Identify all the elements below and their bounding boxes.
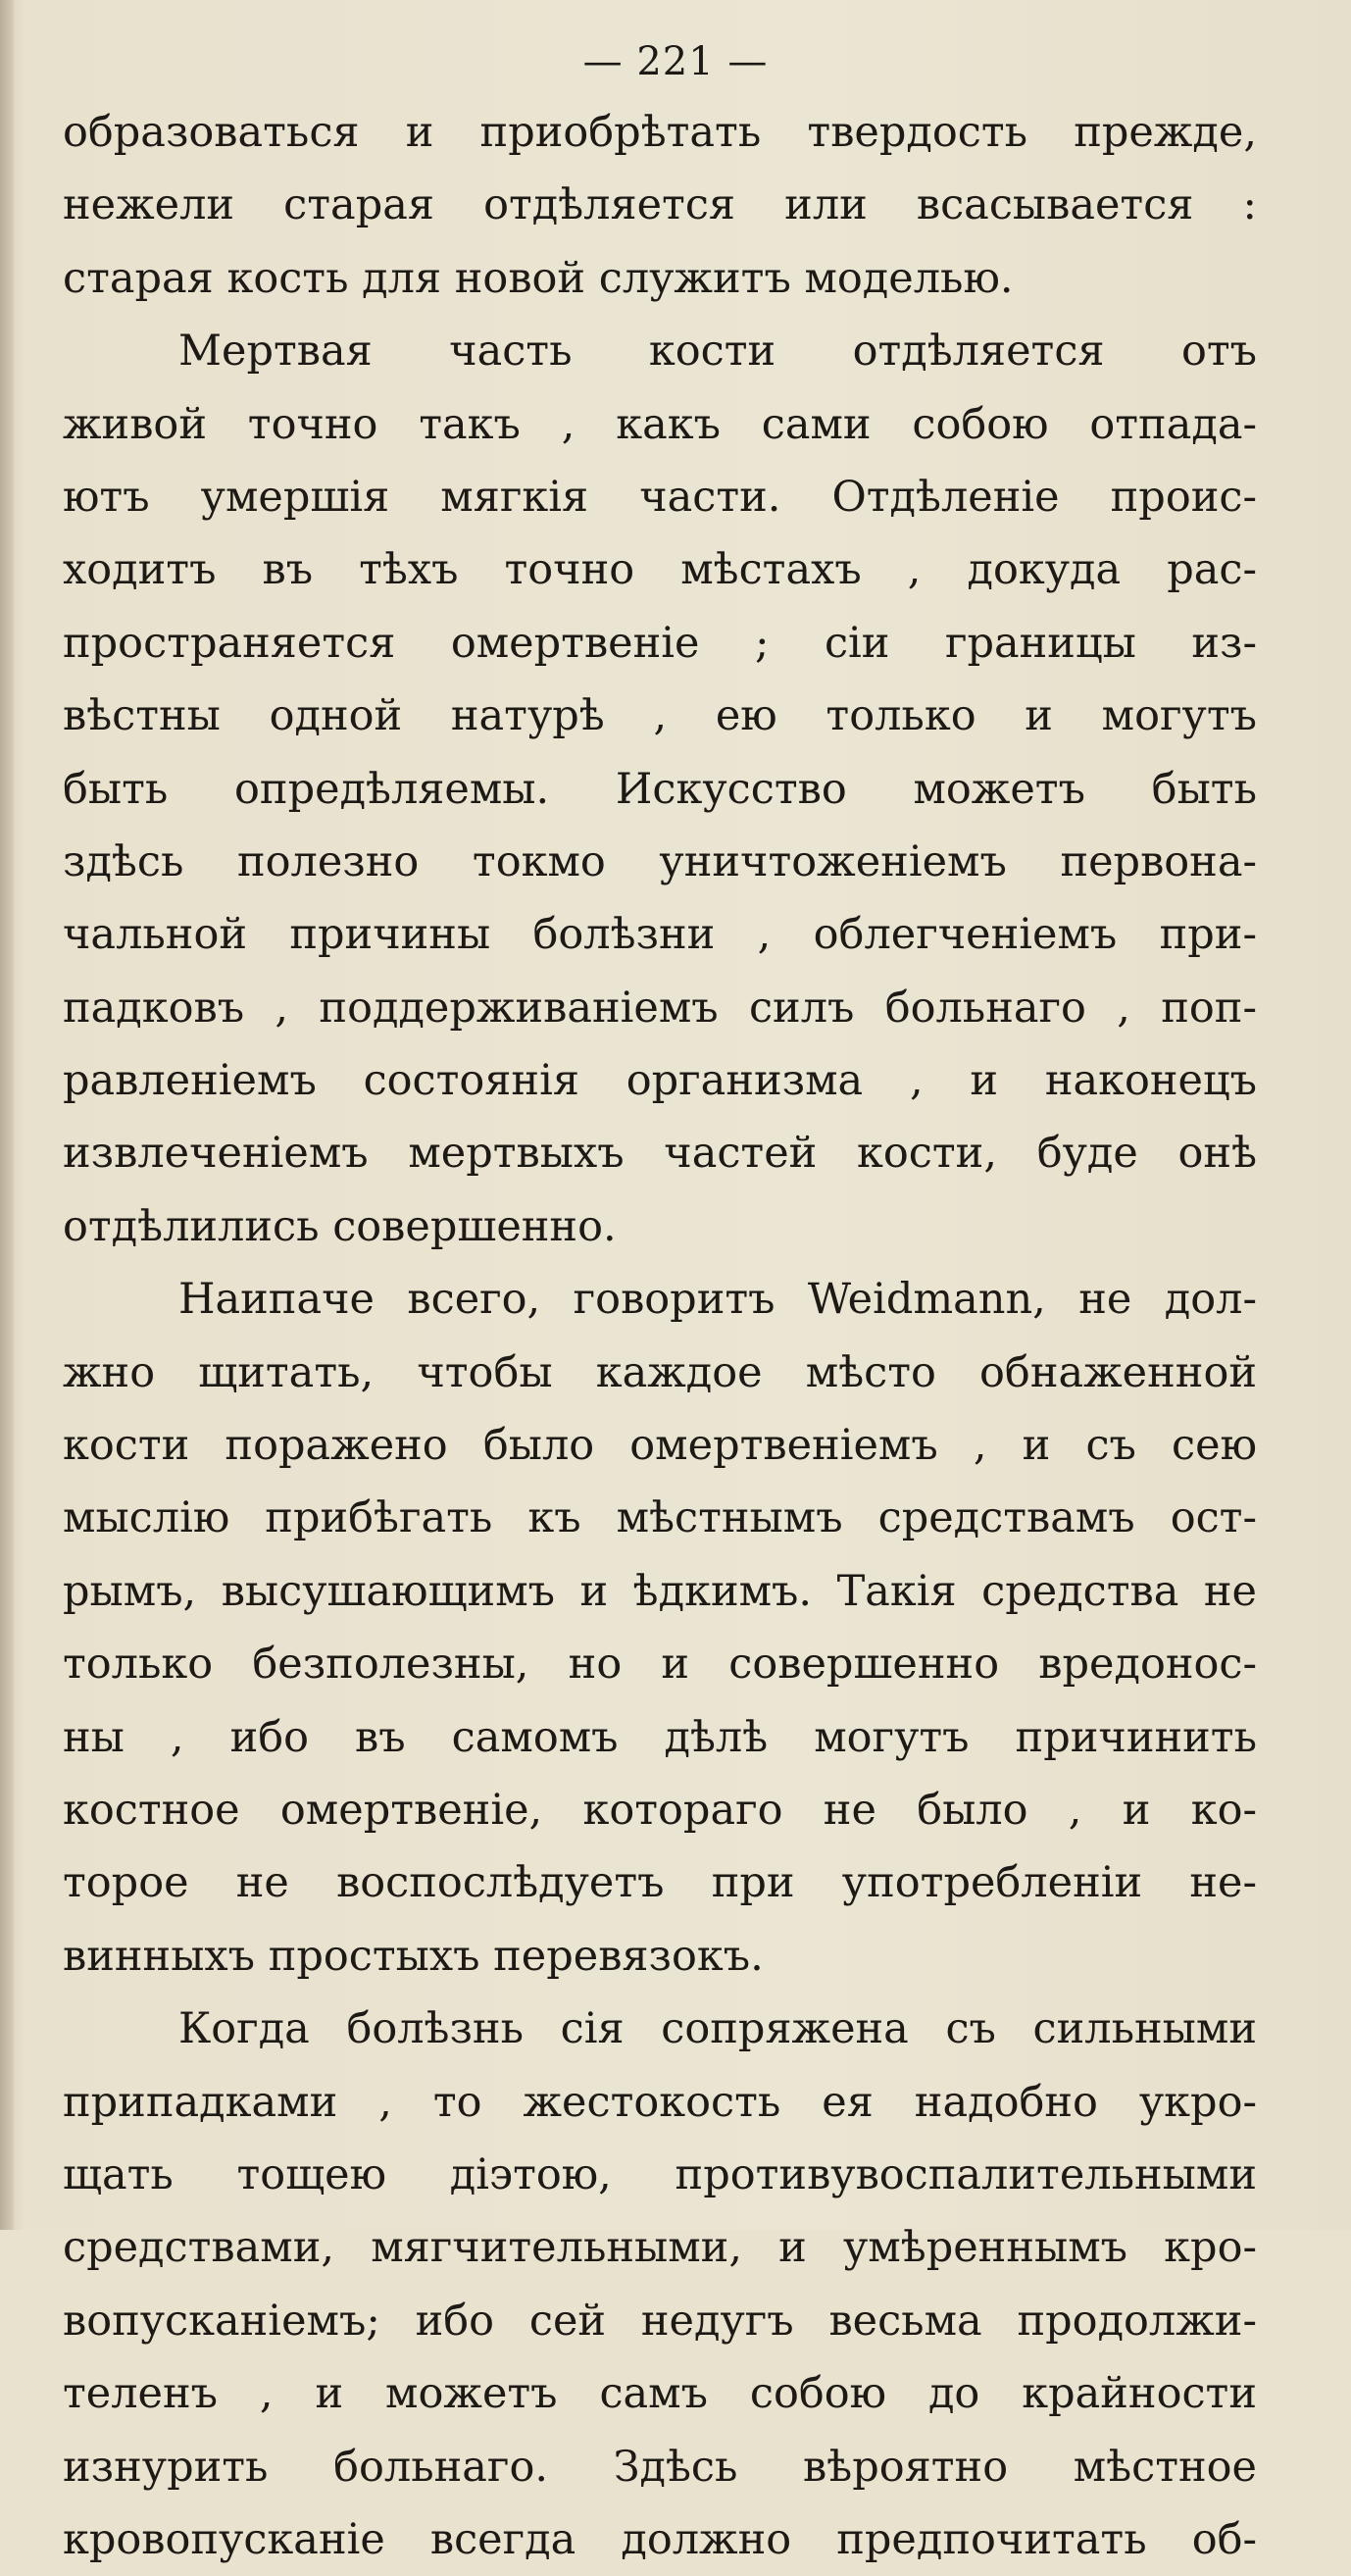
text-line: рымъ, высушающимъ и ѣдкимъ. Такія средства не (63, 1566, 1257, 1616)
text-line: Наипаче всего, говоритъ Weidmann, не дол- (178, 1275, 1257, 1325)
page-number-header: — 221 — (582, 39, 769, 84)
text-line: торое не воспослѣдуетъ при употребленіи не- (63, 1858, 1257, 1908)
text-line: живой точно такъ , какъ сами собою отпада- (63, 399, 1257, 449)
text-line: падковъ , поддерживаніемъ силъ больнаго , поп- (63, 983, 1257, 1033)
text-line: нежели старая отдѣляется или всасывается : (63, 180, 1257, 230)
text-line: теленъ , и можетъ самъ собою до крайности (63, 2369, 1257, 2419)
text-line: извлеченіемъ мертвыхъ частей кости, буде онѣ (63, 1129, 1257, 1179)
paragraph-1 (63, 96, 1257, 315)
paragraph-2 (63, 315, 1257, 1263)
paragraph-4 (63, 1993, 1257, 2576)
text-line: ны , ибо въ самомъ дѣлѣ могутъ причинить (63, 1712, 1257, 1762)
page-gutter (0, 0, 14, 2230)
text-line: пространяется омертвеніе ; сіи границы из- (63, 618, 1257, 668)
text-line: кости поражено было омертвеніемъ , и съ сею (63, 1421, 1257, 1471)
text-line: кровопусканіе всегда должно предпочитать об- (63, 2514, 1257, 2564)
text-line: припадками , то жестокость ея надобно укро- (63, 2077, 1257, 2127)
text-line: отдѣлились совершенно. (63, 1201, 617, 1251)
body-text (63, 96, 1257, 2576)
text-line: быть опредѣляемы. Искусство можетъ быть (63, 764, 1257, 814)
text-line: жно щитать, чтобы каждое мѣсто обнаженной (63, 1347, 1257, 1397)
text-line: изнурить больнаго. Здѣсь вѣроятно мѣстное (63, 2442, 1257, 2492)
text-line: Мертвая часть кости отдѣляется отъ (178, 327, 1257, 377)
text-line: костное омертвеніе, котораго не было , и ко- (63, 1785, 1257, 1835)
text-line: щать тощею діэтою, противувоспалительными (63, 2149, 1257, 2199)
text-line: равленіемъ состоянія организма , и наконецъ (63, 1056, 1257, 1106)
text-line: старая кость для новой служитъ моделью. (63, 253, 1014, 303)
text-line: ходитъ въ тѣхъ точно мѣстахъ , докуда рас- (63, 545, 1257, 595)
text-line: чальной причины болѣзни , облегченіемъ при- (63, 910, 1257, 960)
text-line: образоваться и приобрѣтать твердость прежде, (63, 108, 1257, 157)
text-line: здѣсь полезно токмо уничтоженіемъ первона- (63, 836, 1257, 886)
paragraph-3 (63, 1263, 1257, 1993)
text-line: мыслію прибѣгать къ мѣстнымъ средствамъ ост- (63, 1493, 1257, 1543)
text-line: средствами, мягчительными, и умѣреннымъ кро- (63, 2223, 1257, 2273)
text-line: только безполезны, но и совершенно вредонос- (63, 1640, 1257, 1690)
text-line: ютъ умершія мягкія части. Отдѣленіе проис- (63, 472, 1257, 522)
text-line: вѣстны одной натурѣ , ею только и могутъ (63, 691, 1257, 741)
text-line: винныхъ простыхъ перевязокъ. (63, 1931, 764, 1981)
text-line: Когда болѣзнь сія сопряжена съ сильными (178, 2004, 1257, 2054)
text-line: вопусканіемъ; ибо сей недугъ весьма продолжи- (63, 2296, 1257, 2346)
